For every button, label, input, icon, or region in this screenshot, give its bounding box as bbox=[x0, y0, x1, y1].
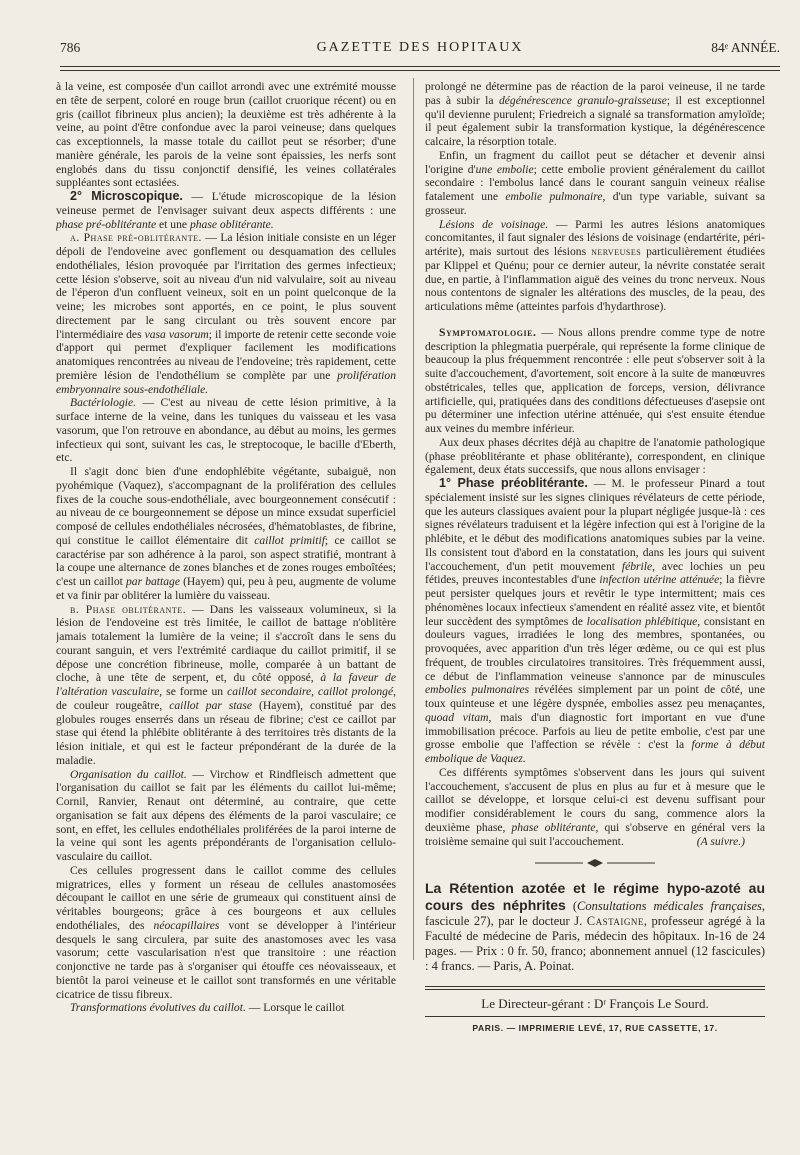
paragraph-lesions-voisinage: Lésions de voisinage. — Parmi les autres lésions anatomiques concomitantes, il faut signaler des lésions de voisinage (endartérite, péri-artérite), mais surtout des lésions nerveuses particulièrement étudiées par Klippel et Quénu; pour ce dernier auteur, la névrite constatée serait due, en partie, à l'inflammation aiguë des veines du tronc nerveux. Nous nous contentons de signaler les altérations des muscles, de la peau, des articulations même (atteintes parfois d'hydarthrose). bbox=[425, 217, 765, 313]
book-notice-title: La Rétention azotée et le régime hypo-azoté au cours des néphrites bbox=[425, 880, 765, 913]
column-separator bbox=[413, 78, 414, 960]
printer-line: PARIS. — IMPRIMERIE LEVÉ, 17, RUE CASSETTE, 17. bbox=[472, 1023, 718, 1033]
paragraph: Il s'agit donc bien d'une endophlébite végétante, subaiguë, non pyohémique (Vaquez), s'accompagnant de la prolifération des cellules fixes de la couche sous-endothéliale, avec bourgeonnement consécutif : au niveau de ce bourgeonnement se dépose un mince exsudat superficiel composé de cellules endothéliales nécrosées, d'hématoblastes, de fibrine, qui constitue le caillot élémentaire dit caillot primitif; ce caillot se caractérise par son adhérence à la paroi, son aspect stratifié, montrant à la coupe une alternance de zones blanches et de zones rouges emboîtées; c'est un caillot par battage (Hayem) qui, peu à peu, augmente de volume et va finir par oblitérer la lumière du vaisseau. bbox=[56, 465, 396, 602]
paragraph-phase-pre-obliterante: a. Phase pré-oblitérante. — La lésion initiale consiste en un léger dépoli de l'endoveine avec gonflement ou desquamation des cellules endothéliales, lésion provoquée par l'irritation des germes infectieux; cette lésion s'observe, soit au niveau d'un nid valvulaire, soit au niveau de l'éperon d'un confluent veineux, soit en un point quelconque de la veine; les microbes sont apportés, en ce point, le plus souvent directement par le sang circulant ou très souvent encore par l'intermédiaire des vasa vasorum; il importe de retenir cette seconde voie d'apport qui permet d'expliquer facilement les modifications anatomiques rencontrées au niveau de l'endoveine; très rapidement, cette première lésion de l'endothélium se complète par une prolifération embryonnaire sous-endothéliale. bbox=[56, 231, 396, 396]
paragraph-transformations: Transformations évolutives du caillot. — Lorsque le caillot bbox=[70, 1001, 345, 1015]
footer-thin-rule bbox=[425, 1016, 765, 1017]
paragraph: à la veine, est composée d'un caillot arrondi avec une extrémité mousse en tête de serpent, coloré en rouge brun (caillot cruorique récent) ou en gris (caillot fibrineux plus ancien); la deuxième est très adhérente à la veine, au point d'être confondue avec la paroi veineuse; dans quelques cas exceptionnels, la masse totale du caillot peut se résorber; d'une manière générale, les parois de la veine sont épaissies, les nerfs sont englobés dans du tissu conjonctif densifié, les veines collatérales suppléantes sont ectasiées. bbox=[56, 80, 396, 190]
header-rule bbox=[60, 66, 780, 67]
paragraph-organisation: Organisation du caillot. — Virchow et Rindfleisch admettent que l'organisation du caillot se fait par les éléments du caillot lui-même; Cornil, Ranvier, Renaut ont déterminé, au contraire, que cette organisation se fait aux dépens des éléments de la paroi vasculaire; ce sont, en effet, les cellules endothéliales proliférées de la paroi interne de la veine qui sont les agents prépondérants de l'organisation cellulo-vasculaire du caillot. bbox=[56, 767, 396, 863]
page-number: 786 bbox=[60, 40, 81, 55]
ornament-divider bbox=[425, 858, 765, 872]
book-notice-text: La Rétention azotée et le régime hypo-azoté au cours des néphrites (Consultations médicales françaises, fascicule 27), par le docteur J. Castaigne, professeur agrégé à la Faculté de médecine de Paris, médecin des hôpitaux. In-16 de 24 pages. — Prix : 0 fr. 50, franco; abonnement annuel (12 fascicules) : 4 francs. — Paris, A. Poinat. bbox=[425, 880, 765, 973]
footer-rule bbox=[425, 986, 765, 990]
ornament-icon bbox=[515, 858, 675, 868]
paragraph: prolongé ne détermine pas de réaction de la paroi veineuse, il ne tarde pas à subir la dégénérescence granulo-graisseuse; il est exceptionnel qu'il devienne purulent; Friedreich a signalé sa transformation amyloïde; il peut également subir la transformation kystique, la dégénérescence calcaire, la résorption totale. bbox=[425, 80, 765, 148]
director-line: Le Directeur-gérant : Dʳ François Le Sourd. bbox=[481, 996, 709, 1011]
paragraph: Ces cellules progressent dans le caillot comme des cellules migratrices, elles y forment un réseau de cellules anastomosées découpant le caillot en une série de grumeaux qui constituent ainsi de véritables bourgeons; grâce à ces bourgeons et aux cellules endothéliales, des néocapillaires vont se développer à l'intérieur desquels le sang circulera, par suite des anastomoses avec les vasa vasorum; cette vascularisation n'est que transitoire : une réaction conjonctive ne tarde pas à s'organiser qui étouffe ces néovaisseaux, et bientôt la paroi veineuse et le caillot sont transformés en une véritable cicatrice de tissu fibreux. bbox=[56, 863, 396, 1001]
journal-title: GAZETTE DES HOPITAUX bbox=[316, 40, 524, 55]
paragraph-phase-preobliterante: 1° Phase préoblitérante. — M. le professeur Pinard a tout spécialement insisté sur les signes cliniques révélateurs de cette période, que les auteurs classiques avaient pour la plupart négligée jusque-là : ces signes révélateurs traduisent et la légère infection qui est à l'origine de la phlébite, et le début des modifications anatomiques subies par la veine. Ils consistent tout d'abord en la constatation, dans les jours qui suivent l'accouchement, d'un petit mouvement fébrile, avec lochies un peu fétides, preuves incontestables d'une infection utérine atténuée; la fièvre peut persister quelques jours et revêtir le type intermittent; mais ces phénomènes locaux infectieux s'amendent en réalité assez vite, et bientôt leur succèdent des symptômes de localisation phlébitique, consistant en douleurs vagues, irradiées le long des membres, spontanées, ou provoquées, avec apparition d'un très léger œdème, ou ce qui est plus fréquent, de troubles circulatoires transitoires. Très fréquemment aussi, ce début de l'inflammation veineuse s'annonce par de minuscules embolies pulmonaires révélées simplement par un point de côté, une toux quinteuse et une légère dyspnée, embolies assez peu menaçantes, quoad vitam, mais d'un diagnostic fort important en vue d'une immobilisation précoce. Parfois au lieu de petite embolie, c'est par une grosse embolie que l'affection se révèle : c'est la forme à début embolique de Vaquez. bbox=[425, 476, 765, 765]
paragraph: Ces différents symptômes s'observent dans les jours qui suivent l'accouchement, s'accusent de plus en plus au fur et à mesure que le caillot se développe, et lorsque celui-ci est devenu suffisant pour modifier considérablement le cours du sang, commence alors la deuxième phase, phase oblitérante, qui s'observe en général vers la troisième semaine qui suit l'accouchement. (A suivre.) bbox=[425, 765, 765, 848]
paragraph-embolie: Enfin, un fragment du caillot peut se détacher et devenir ainsi l'origine d'une embolie; cette embolie provient généralement du caillot secondaire : l'embolus lancé dans le courant sanguin veineux réalise fatalement une embolie pulmonaire, d'un type variable, suivant sa grosseur. bbox=[425, 148, 765, 217]
paragraph-symptomatologie: Symptomatologie. — Nous allons prendre comme type de notre description la phlegmatia puerpérale, qui représente la forme clinique de beaucoup la plus fréquemment rencontrée : elle peut s'observer soit à la suite d'accouchement, d'avortement, soit encore à la suite de manœuvres obstétricales, telles que, application de forceps, version, délivrance artificielle, qui, pratiquées dans des conditions défectueuses d'asepsie ont pu déterminer une infection utérine atténuée, qui s'est ensuite étendue aux veines du membre inférieur. bbox=[425, 325, 765, 435]
paragraph-phase-obliterante: b. Phase oblitérante. — Dans les vaisseaux volumineux, si la lésion de l'endoveine est très limitée, le caillot de battage n'oblitère jamais totalement la lumière de la veine; il s'accroît dans le sens du courant sanguin, et vers l'extrémité cardiaque du caillot primitif, il se dépose une concrétion fibrineuse, molle, comparée à un battant de cloche, à une tête de serpent, et, du côté opposé, à la faveur de l'altération vasculaire, se forme un caillot secondaire, caillot prolongé, de couleur rougeâtre, caillot par stase (Hayem), constitué par des globules rouges enserrés dans un réseau de fibrine; c'est ce caillot par stase qui étend la phlébite oblitérante à des territoires très distants de la lésion initiale, et qui est le facteur prépondérant de la durée de la maladie. bbox=[56, 602, 396, 767]
a-suivre: (A suivre.) bbox=[696, 834, 745, 848]
journal-year: 84ᵉ ANNÉE. bbox=[711, 40, 780, 55]
paragraph-bacteriologie: Bactériologie. — C'est au niveau de cette lésion primitive, à la surface interne de la veine, dans les tuniques du vaisseau et les vasa vasorum, que l'on retrouve en abondance, au début au moins, les germes infectieux qui sont, suivant les cas, le streptocoque, le bacille d'Eberth, etc. bbox=[56, 396, 396, 465]
left-column bbox=[56, 80, 396, 1130]
paragraph: Aux deux phases décrites déjà au chapitre de l'anatomie pathologique (phase préoblitérante et phase oblitérante), correspondent, en clinique également, deux états successifs, que nous allons envisager : bbox=[425, 435, 765, 477]
right-column bbox=[425, 80, 765, 1130]
paragraph-microscopique: 2° Microscopique. — L'étude microscopique de la lésion veineuse permet de l'envisager suivant deux aspects différents : une phase pré-oblitérante et une phase oblitérante. bbox=[56, 189, 396, 231]
book-notice bbox=[425, 880, 765, 974]
header-rule-second bbox=[60, 70, 780, 71]
page-header bbox=[60, 40, 780, 64]
